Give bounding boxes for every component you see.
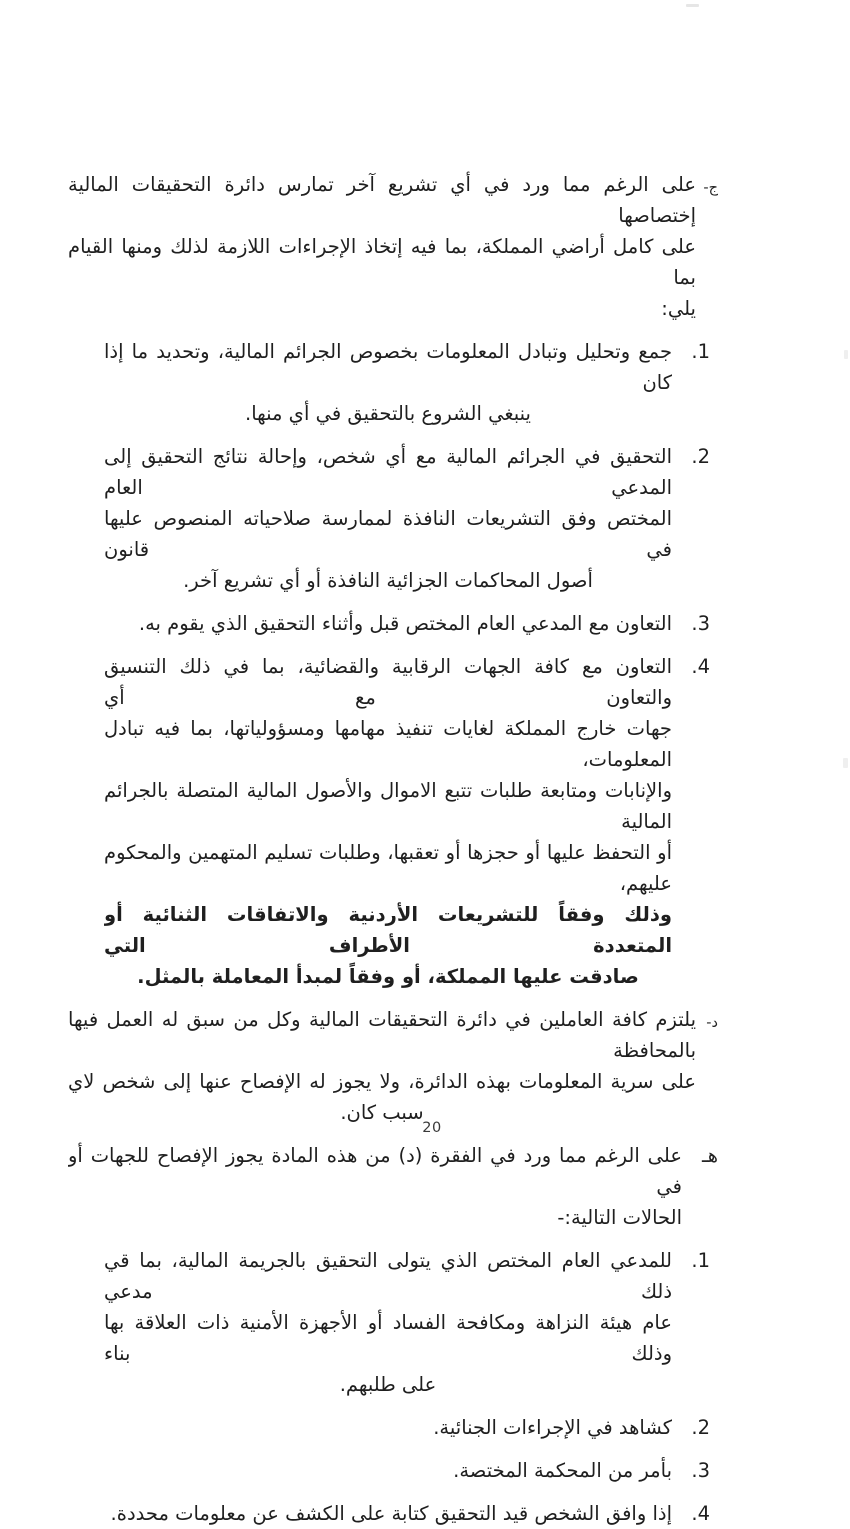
clause-heh-marker: هـ [702,1144,718,1167]
text-line: إذا وافق الشخص قيد التحقيق كتابة على الكشف عن معلومات محددة. [110,1502,672,1525]
item-number: 3. [691,1459,710,1482]
text-line: على طلبهم. [339,1373,437,1396]
list-item-3 [68,1455,718,1486]
text-line: المختص وفق التشريعات النافذة لممارسة صلاحياته المنصوص عليها في قانون [104,507,672,561]
text-line: والإنابات ومتابعة طلبات تتبع الاموال والأصول المالية المتصلة بالجرائم المالية [104,779,672,833]
text-line: يلي: [661,297,696,320]
item-number: 1. [691,1249,710,1272]
text-line: سبب كان. [340,1101,424,1124]
text-line: للمدعي العام المختص الذي يتولى التحقيق بالجريمة المالية، بما قي ذلك مدعي [104,1249,672,1303]
text-line: على سرية المعلومات بهذه الدائرة، ولا يجوز له الإفصاح عنها إلى شخص لاي [68,1070,696,1093]
text-line: على الرغم مما ورد في الفقرة (د) من هذه المادة يجوز الإفصاح للجهات أو في [68,1144,682,1198]
clause-heh [68,1140,718,1233]
text-line: صادقت عليها المملكة، أو وفقاً لمبدأ المعاملة بالمثل. [137,965,639,988]
item-number: 4. [691,1502,710,1525]
scan-artifact-dash [686,4,699,7]
text-line: عام هيئة النزاهة ومكافحة الفساد أو الأجهزة الأمنية ذات العلاقة بها وذلك بناء [104,1311,672,1365]
numbered-list-duties [68,336,718,992]
numbered-list-disclosure-cases [68,1245,718,1529]
list-item-1 [68,336,718,429]
text-line: على الرغم مما ورد في أي تشريع آخر تمارس دائرة التحقيقات المالية إختصاصها [68,173,696,227]
text-line: ينبغي الشروع بالتحقيق في أي منها. [245,402,531,425]
text-line: أو التحفظ عليها أو حجزها أو تعقبها، وطلبات تسليم المتهمين والمحكوم عليهم، [104,841,672,895]
text-line: بأمر من المحكمة المختصة. [453,1459,672,1482]
item-number: 2. [691,445,710,468]
item-number: 1. [691,340,710,363]
scan-artifact-speck [844,350,848,359]
text-line: جمع وتحليل وتبادل المعلومات بخصوص الجرائم المالية، وتحديد ما إذا كان [104,340,672,394]
page-content [68,169,718,1529]
item-number: 3. [691,612,710,635]
list-item-4 [68,1498,718,1529]
text-line: التحقيق في الجرائم المالية مع أي شخص، وإحالة نتائج التحقيق إلى المدعي العام [104,445,672,499]
text-line: جهات خارج المملكة لغايات تنفيذ مهامها ومسؤولياتها، بما فيه تبادل المعلومات، [104,717,672,771]
list-item-2 [68,1412,718,1443]
text-line: وذلك وفقاً للتشريعات الأردنية والاتفاقات الثنائية أو المتعددة الأطراف التي [104,903,672,957]
text-line: كشاهد في الإجراءات الجنائية. [433,1416,672,1439]
text-line: التعاون مع المدعي العام المختص قبل وأثناء التحقيق الذي يقوم به. [138,612,672,635]
text-line: الحالات التالية:- [557,1206,682,1229]
item-number: 2. [691,1416,710,1439]
clause-jeem [68,169,718,324]
item-number: 4. [691,655,710,678]
text-line: على كامل أراضي المملكة، بما فيه إتخاذ الإجراءات اللازمة لذلك ومنها القيام بما [68,235,696,289]
clause-dal-marker: د- [706,1015,718,1031]
list-item-2 [68,441,718,596]
clause-jeem-marker: ج- [703,180,718,196]
list-item-4 [68,651,718,992]
text-line: التعاون مع كافة الجهات الرقابية والقضائية، بما في ذلك التنسيق والتعاون مع أي [104,655,672,709]
page-number: 20 [422,1120,442,1136]
text-line: يلتزم كافة العاملين في دائرة التحقيقات المالية وكل من سبق له العمل فيها بالمحافظة [68,1008,696,1062]
scan-artifact-speck [843,758,848,768]
list-item-1 [68,1245,718,1400]
list-item-3 [68,608,718,639]
clause-dal [68,1004,718,1128]
text-line: أصول المحاكمات الجزائية النافذة أو أي تشريع آخر. [183,569,593,592]
